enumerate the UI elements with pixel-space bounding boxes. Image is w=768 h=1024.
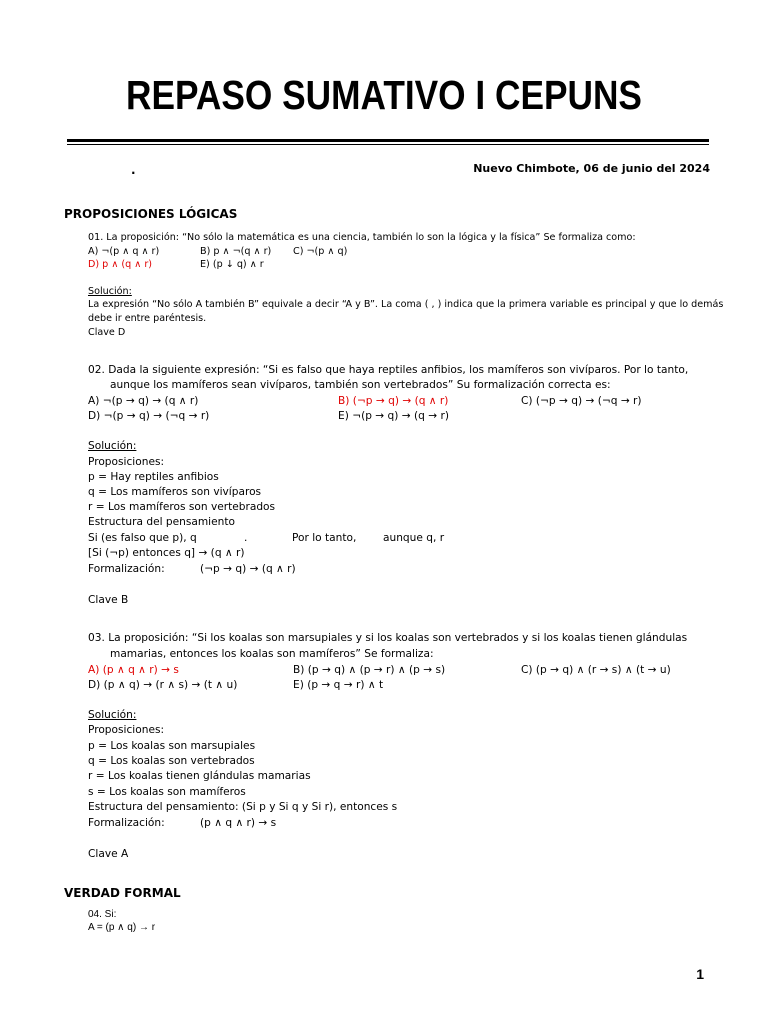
- q1-option-d-correct: D) p ∧ (q ∧ r): [88, 259, 153, 270]
- header-dot: .: [131, 163, 136, 177]
- q2-structure-part1: Si (es falso que p), q: [88, 532, 197, 544]
- q2-structure-dot: .: [244, 532, 248, 544]
- document-title: REPASO SUMATIVO I CEPUNS: [126, 72, 642, 118]
- q2-option-d: D) ¬(p → q) → (¬q → r): [88, 410, 210, 422]
- q2-prop-p: p = Hay reptiles anfibios: [88, 471, 219, 483]
- q2-structure-label: Estructura del pensamiento: [88, 516, 235, 528]
- q3-prop-s: s = Los koalas son mamíferos: [88, 786, 246, 798]
- q2-formalization-label: Formalización:: [88, 563, 165, 575]
- q3-option-d: D) (p ∧ q) → (r ∧ s) → (t ∧ u): [88, 679, 238, 691]
- q3-option-c: C) (p → q) ∧ (r → s) ∧ (t → u): [521, 664, 671, 676]
- q2-propositions-label: Proposiciones:: [88, 456, 165, 468]
- q3-prop-q: q = Los koalas son vertebrados: [88, 755, 255, 767]
- q2-option-e: E) ¬(p → q) → (q → r): [338, 410, 449, 422]
- q2-formalization-value: (¬p → q) → (q ∧ r): [200, 563, 296, 575]
- section-heading-verdad-formal: VERDAD FORMAL: [64, 886, 181, 900]
- q3-solution-label: Solución:: [88, 709, 137, 721]
- q3-formalization-value: (p ∧ q ∧ r) → s: [200, 817, 277, 829]
- q2-structure-part2: Por lo tanto,: [292, 532, 357, 544]
- q2-bracket-form: [Si (¬p) entonces q] → (q ∧ r): [88, 547, 245, 559]
- q1-solution-label: Solución:: [88, 286, 132, 297]
- q3-clave: Clave A: [88, 848, 129, 860]
- q2-prompt-line1: 02. Dada la siguiente expresión: “Si es falso que haya reptiles anfibios, los mamíferos son vivíparos. Por lo tanto,: [88, 364, 689, 376]
- q4-line1: A = (p ∧ q) → r: [88, 922, 156, 933]
- q3-structure: Estructura del pensamiento: (Si p y Si q y Si r), entonces s: [88, 801, 398, 813]
- q3-prompt-line2: mamarias, entonces los koalas son mamíferos” Se formaliza:: [110, 648, 434, 660]
- q1-solution-line2: debe ir entre paréntesis.: [88, 313, 207, 324]
- q4-prompt: 04. Si:: [88, 909, 117, 920]
- q3-propositions-label: Proposiciones:: [88, 724, 165, 736]
- section-heading-proposiciones: PROPOSICIONES LÓGICAS: [64, 207, 238, 221]
- q2-prop-r: r = Los mamíferos son vertebrados: [88, 501, 276, 513]
- q2-prompt-line2: aunque los mamíferos sean vivíparos, también son vertebrados” Su formalización correcta es:: [110, 379, 611, 391]
- q3-option-e: E) (p → q → r) ∧ t: [293, 679, 384, 691]
- q3-option-b: B) (p → q) ∧ (p → r) ∧ (p → s): [293, 664, 446, 676]
- q2-clave: Clave B: [88, 594, 129, 606]
- q1-option-e: E) (p ↓ q) ∧ r: [200, 259, 264, 270]
- q2-solution-label: Solución:: [88, 440, 137, 452]
- q1-solution-line1: La expresión “No sólo A también B” equivale a decir “A y B”. La coma ( , ) indica que la primera variable es principal y que lo demás: [88, 299, 724, 310]
- q1-option-a: A) ¬(p ∧ q ∧ r): [88, 246, 160, 257]
- q2-option-a: A) ¬(p → q) → (q ∧ r): [88, 395, 199, 407]
- q3-prop-r: r = Los koalas tienen glándulas mamarias: [88, 770, 311, 782]
- q3-prop-p: p = Los koalas son marsupiales: [88, 740, 256, 752]
- q1-prompt: 01. La proposición: “No sólo la matemática es una ciencia, también lo son la lógica y la física” Se formaliza como:: [88, 232, 636, 243]
- q2-prop-q: q = Los mamíferos son vivíparos: [88, 486, 262, 498]
- q2-option-b-correct: B) (¬p → q) → (q ∧ r): [338, 395, 449, 407]
- q1-option-c: C) ¬(p ∧ q): [293, 246, 348, 257]
- header-date: Nuevo Chimbote, 06 de junio del 2024: [473, 162, 710, 175]
- q1-clave: Clave D: [88, 327, 126, 338]
- title-rule-thick: [67, 139, 709, 142]
- q3-option-a-correct: A) (p ∧ q ∧ r) → s: [88, 664, 179, 676]
- q3-formalization-label: Formalización:: [88, 817, 165, 829]
- q2-structure-part3: aunque q, r: [383, 532, 445, 544]
- q1-option-b: B) p ∧ ¬(q ∧ r): [200, 246, 272, 257]
- title-rule-thin: [67, 144, 709, 145]
- q2-option-c: C) (¬p → q) → (¬q → r): [521, 395, 642, 407]
- q3-prompt-line1: 03. La proposición: “Si los koalas son marsupiales y si los koalas son vertebrados y si los koalas tienen glándulas: [88, 632, 688, 644]
- page-number: 1: [696, 966, 704, 982]
